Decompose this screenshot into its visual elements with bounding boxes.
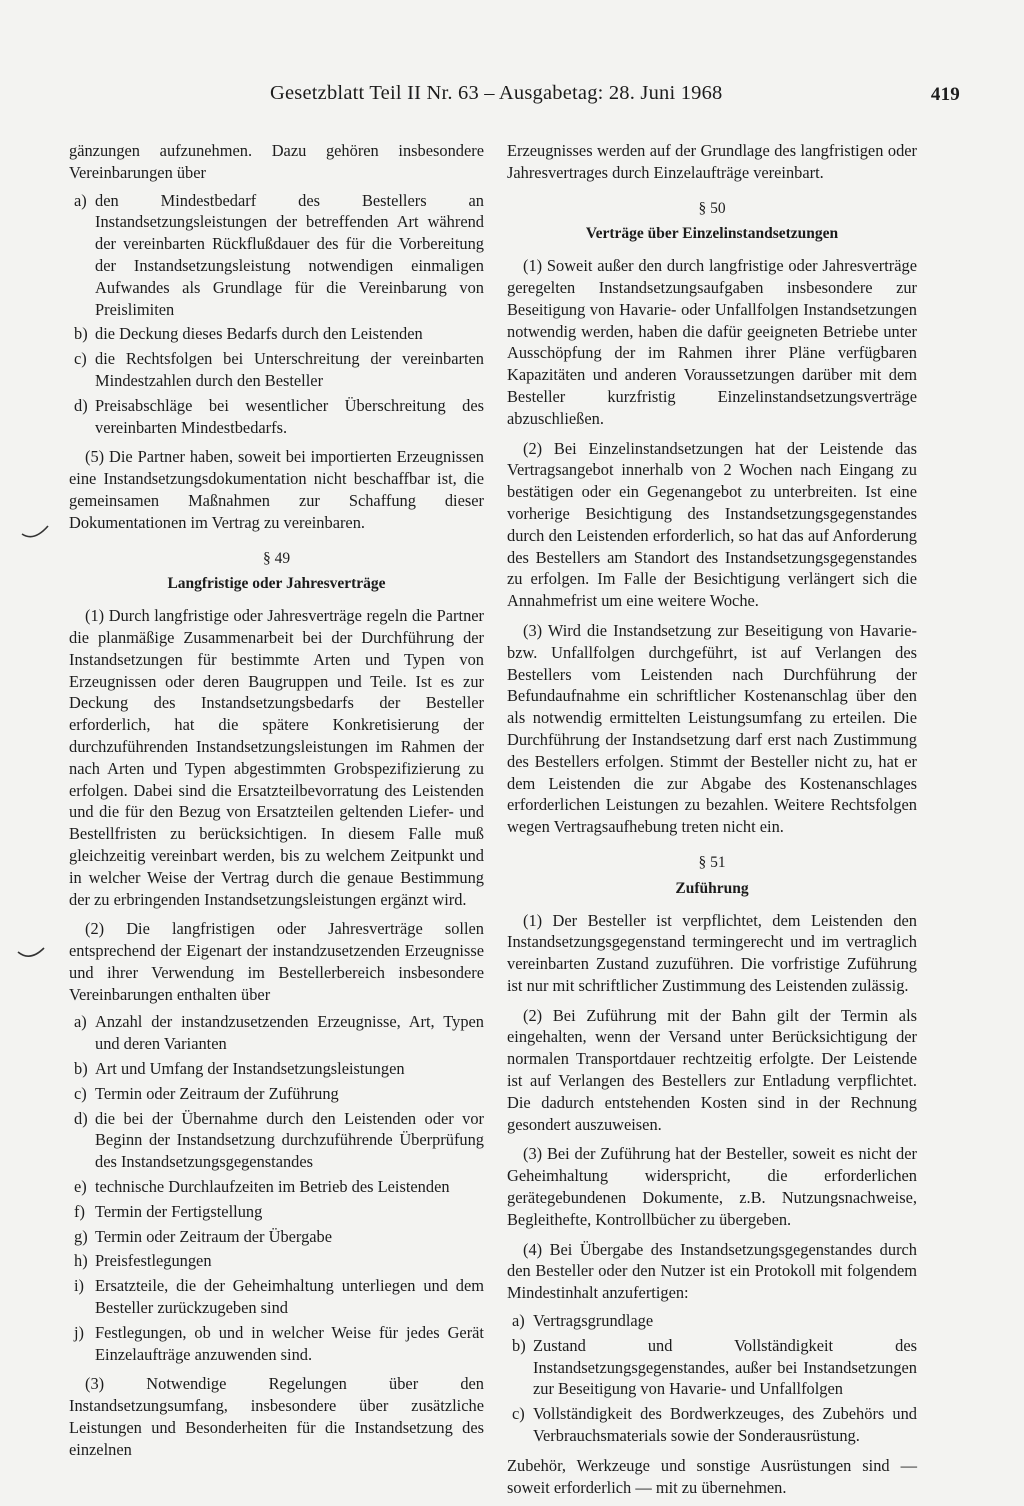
margin-checkmark-icon (16, 944, 46, 964)
list-marker: e) (74, 1177, 87, 1197)
list-marker: a) (74, 1012, 87, 1032)
page-number: 419 (930, 84, 960, 105)
list-marker: c) (74, 1083, 87, 1103)
list-left-2 (69, 1011, 484, 1365)
list-item (69, 1011, 484, 1055)
list-text: Festlegungen, ob und in welcher Weise für jedes Gerät Einzelaufträge anzuwenden sind. (95, 1322, 484, 1364)
left-column (69, 140, 484, 1469)
list-item (69, 1226, 484, 1248)
list-item (69, 1058, 484, 1080)
list-marker: c) (74, 349, 87, 369)
list-item (507, 1403, 917, 1447)
paragraph: (5) Die Partner haben, soweit bei importierten Erzeugnissen eine Instandsetzungsdokumentation nicht beschaffbar ist, die gemeinsamen Maßnahmen zur Schaffung dieser Dokumentationen im Vertrag zu vereinbaren. (69, 447, 484, 532)
list-text: Termin oder Zeitraum der Zuführung (95, 1083, 339, 1103)
list-item (507, 1310, 917, 1332)
list-marker: a) (512, 1311, 525, 1331)
list-text: Preisfestlegungen (95, 1251, 212, 1271)
list-marker: d) (74, 395, 88, 415)
paragraph: (1) Durch langfristige oder Jahresverträge regeln die Partner die planmäßige Zusammenarbeit bei der Durchführung der Instandsetzungen für bestimmte Arten und Typen von Erzeugnissen oder deren Baugruppen und Teile. Ist es zur Deckung des Instandsetzungsbedarfs der Besteller erforderlich, hat die spätere Konkretisierung der durchzuführenden Instandsetzungsleistungen im Rahmen der nach Arten und Typen abgestimmten Grobspezifizierung zu erfolgen. Dabei sind die Ersatzteilbevorratung des Leistenden und die für den Bezug von Ersatzteilen geltenden Liefer- und Bestellfristen zu berücksichtigen. In diesem Falle muß gleichzeitig vereinbart werden, bis zu welchem Zeitpunkt und in welcher Weise der Vertrag durch die genaue Bestimmung der zu erbringenden Instandsetzungsleistungen ergänzt wird. (69, 606, 484, 909)
list-item (69, 1083, 484, 1105)
margin-checkmark-icon (20, 522, 50, 544)
list-marker: a) (74, 190, 87, 210)
list-item (69, 395, 484, 439)
paragraph: Zubehör, Werkzeuge und sonstige Ausrüstungen sind — soweit erforderlich — mit zu übernehmen. (507, 1455, 917, 1497)
paragraph: (2) Die langfristigen oder Jahresverträge sollen entsprechend der Eigenart der instandzusetzenden Erzeugnisse und ihrer Verwendung im Bestellerbereich insbesondere Vereinbarungen enthalten über (69, 919, 484, 1004)
paragraph: (2) Bei Zuführung mit der Bahn gilt der Termin als eingehalten, wenn der Versand unter Berücksichtigung der normalen Transportdauer rechtzeitig erfolgte. Der Leistende ist auf Verlangen des Bestellers zur Entladung verpflichtet. Die dadurch entstehenden Kosten sind in der Rechnung gesondert auszuweisen. (507, 1005, 917, 1134)
list-text: Zustand und Vollständigkeit des Instandsetzungsgegenstandes, außer bei Instandsetzungen zur Beseitigung von Havarie- und Unfallfolgen (533, 1335, 917, 1399)
list-item (69, 1275, 484, 1319)
list-left-1 (69, 190, 484, 439)
list-marker: j) (74, 1322, 85, 1342)
section-number: § 50 (698, 199, 726, 217)
section-heading: Zuführung (675, 879, 749, 897)
list-marker: d) (74, 1108, 88, 1128)
list-text: Ersatzteile, die der Geheimhaltung unterliegen und dem Besteller zurückzugeben sind (95, 1276, 484, 1318)
section-heading: Verträge über Einzelinstandsetzungen (585, 225, 839, 243)
list-text: die bei der Übernahme durch den Leistenden oder vor Beginn der Instandsetzung durchzuführende Überprüfung des Instandsetzungsgegenstandes (95, 1108, 484, 1172)
list-text: die Deckung dieses Bedarfs durch den Leistenden (95, 324, 423, 344)
list-item (69, 190, 484, 321)
paragraph: (1) Soweit außer den durch langfristige oder Jahresverträge geregelten Instandsetzungsaufgaben insbesondere zur Beseitigung von Havarie- oder Unfallfolgen Instandsetzungen notwendig werden, haben die dafür geeigneten Betriebe unter Ausschöpfung der im Rahmen ihrer Pläne verfügbaren Kapazitäten und anderen Voraussetzungen darüber mit dem Besteller kurzfristig Einzelinstandsetzungsverträge abzuschließen. (507, 256, 917, 428)
list-text: Preisabschläge bei wesentlicher Überschreitung des vereinbarten Mindestbedarfs. (95, 395, 484, 437)
list-text: Anzahl der instandzusetzenden Erzeugnisse, Art, Typen und deren Varianten (95, 1012, 484, 1054)
list-marker: f) (74, 1201, 85, 1221)
list-text: Termin oder Zeitraum der Übergabe (95, 1226, 333, 1246)
page-header (270, 82, 960, 112)
list-marker: b) (74, 1059, 88, 1079)
right-column (507, 140, 917, 1506)
list-item (507, 1335, 917, 1400)
list-text: die Rechtsfolgen bei Unterschreitung der vereinbarten Mindestzahlen durch den Besteller (95, 349, 484, 390)
list-marker: b) (74, 324, 88, 344)
list-item (69, 1322, 484, 1366)
list-text: Vollständigkeit des Bordwerkzeuges, des Zubehörs und Verbrauchsmaterials sowie der Sonderausrüstung. (533, 1404, 917, 1446)
list-marker: b) (512, 1335, 526, 1355)
list-marker: h) (74, 1251, 88, 1271)
section-number: § 51 (698, 853, 726, 871)
paragraph: (3) Bei der Zuführung hat der Besteller, soweit es nicht der Geheimhaltung widerspricht, die erforderlichen gerätegebundenen Dokumente, z.B. Nutzungsnachweise, Begleithefte, Kontrollbücher zu übergeben. (507, 1144, 917, 1229)
list-marker: i) (74, 1276, 85, 1296)
list-item (69, 1108, 484, 1173)
paragraph: (3) Wird die Instandsetzung zur Beseitigung von Havarie- bzw. Unfallfolgen durchgeführt, ist auf Verlangen des Bestellers vom Leistenden nach Durchführung der Befundaufnahme ein schriftlicher Kostenanschlag über den als notwendig ermittelten Leistungsumfang zu erteilen. Die Durchführung der Instandsetzung darf erst nach Zustimmung des Bestellers erfolgen. Stimmt der Besteller nicht zu, hat er dem Leistenden die zur Abgabe des Kostenanschlages erforderlichen Leistungen zu bezahlen. Weitere Rechtsfolgen wegen Vertragsaufhebung treten nicht ein. (507, 620, 917, 837)
list-marker: g) (74, 1226, 88, 1246)
list-item (69, 1201, 484, 1223)
paragraph: (4) Bei Übergabe des Instandsetzungsgegenstandes durch den Besteller oder den Nutzer ist ein Protokoll mit folgendem Mindestinhalt anzufertigen: (507, 1239, 917, 1303)
paragraph: (1) Der Besteller ist verpflichtet, dem Leistenden den Instandsetzungsgegenstand termingerecht und im vertraglich vereinbarten Zustand zuzuführen. Die vorfristige Zuführung ist nur mit schriftlicher Zustimmung des Leistenden zulässig. (507, 910, 917, 995)
list-text: den Mindestbedarf des Bestellers an Instandsetzungsleistungen der betreffenden Art während der vereinbarten Rückflußdauer des für die Vorbereitung der Instandsetzungsleistung notwendigen einmaligen Aufwandes als Grundlage für die Vereinbarung von Preislimiten (95, 190, 484, 319)
list-text: Art und Umfang der Instandsetzungsleistungen (95, 1059, 405, 1079)
paragraph: (3) Notwendige Regelungen über den Instandsetzungsumfang, insbesondere über zusätzliche Leistungen und Besonderheiten für die Instandsetzung des einzelnen (69, 1374, 484, 1459)
list-item (69, 1250, 484, 1272)
list-item (69, 1176, 484, 1198)
paragraph: gänzungen aufzunehmen. Dazu gehören insbesondere Vereinbarungen über (69, 141, 484, 182)
paragraph: (2) Bei Einzelinstandsetzungen hat der Leistende das Vertragsangebot innerhalb von 2 Wochen nach Eingang zu bestätigen oder ein Gegenangebot zu unterbreiten. Ist eine vorherige Besichtigung des Instandsetzungsgegenstandes durch den Leistenden erforderlich, so hat das auf Anforderung des Bestellers am Standort des Instandsetzungsgegenstandes zu erfolgen. Im Falle der Besichtigung verlängert sich die Annahmefrist um eine weitere Woche. (507, 438, 917, 611)
list-text: Vertragsgrundlage (533, 1311, 654, 1331)
list-text: Termin der Fertigstellung (95, 1201, 263, 1221)
list-item (69, 348, 484, 392)
list-marker: c) (512, 1404, 525, 1424)
list-right (507, 1310, 917, 1447)
list-text: technische Durchlaufzeiten im Betrieb des Leistenden (95, 1177, 450, 1197)
section-heading: Langfristige oder Jahresverträge (167, 575, 386, 593)
list-item (69, 323, 484, 345)
paragraph: Erzeugnisses werden auf der Grundlage des langfristigen oder Jahresvertrages durch Einzelaufträge vereinbart. (507, 141, 917, 182)
header-title: Gesetzblatt Teil II Nr. 63 – Ausgabetag: 28. Juni 1968 (270, 82, 723, 104)
section-number: § 49 (262, 549, 291, 567)
